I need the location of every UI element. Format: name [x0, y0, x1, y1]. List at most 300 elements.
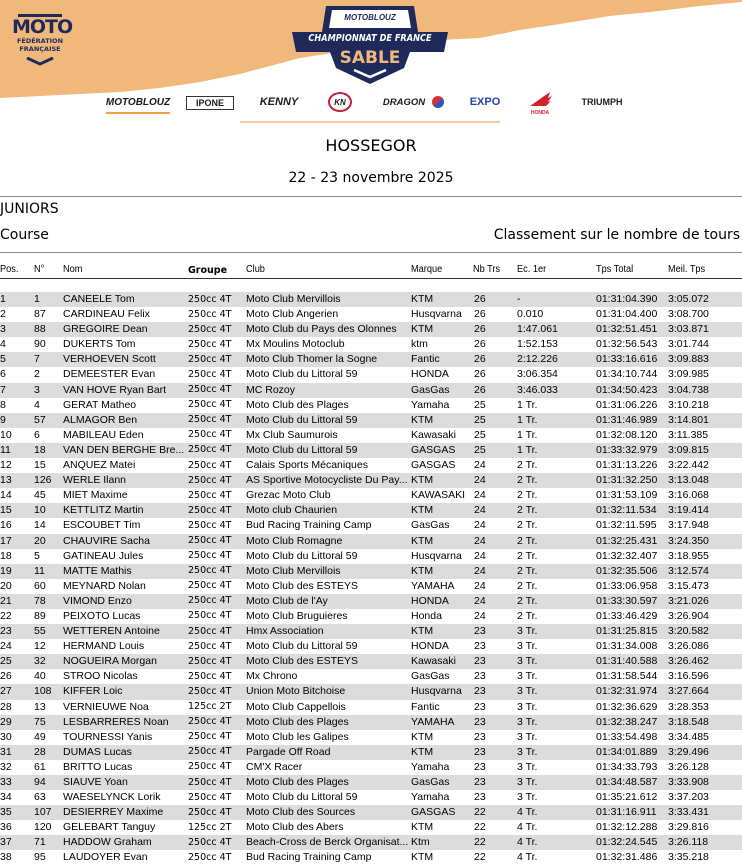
ranking-mode: Classement sur le nombre de tours: [493, 227, 740, 243]
sponsor-kenny: KENNY: [259, 96, 299, 108]
cell-group: 125cc 2T: [188, 701, 232, 713]
cell-gap: 3 Tr.: [517, 700, 538, 713]
cell-best: 3:33.908: [668, 776, 709, 788]
cell-num: 107: [34, 806, 52, 819]
cell-brand: GASGAS: [411, 806, 456, 819]
cell-gap: 4 Tr.: [517, 806, 538, 819]
cell-gap: 0.010: [517, 308, 544, 321]
col-laps: Nb Trs: [473, 264, 501, 275]
cell-brand: YAMAHA: [411, 715, 455, 728]
table-row: [0, 760, 742, 775]
table-row: [0, 684, 742, 699]
table-row: [0, 639, 742, 654]
cell-laps: 23: [474, 791, 486, 804]
cell-brand: Kawasaki: [411, 428, 456, 441]
cell-name: DUKERTS Tom: [63, 338, 136, 351]
cell-best: 3:20.582: [668, 625, 709, 638]
table-row: [0, 624, 742, 639]
cell-gap: 2 Tr.: [517, 609, 538, 622]
cell-best: 3:28.353: [668, 700, 709, 713]
cell-gap: 3 Tr.: [517, 776, 538, 788]
cell-total: 01:33:54.498: [596, 730, 658, 743]
table-row: [0, 488, 742, 503]
cell-num: 45: [34, 489, 46, 502]
cell-group: 250cc 4T: [188, 625, 232, 637]
cell-gap: 3 Tr.: [517, 685, 538, 698]
cell-laps: 25: [474, 443, 486, 456]
table-row: [0, 669, 742, 684]
cell-total: 01:32:56.543: [596, 338, 658, 351]
cell-brand: KTM: [411, 504, 434, 517]
cell-num: 63: [34, 791, 46, 804]
cell-best: 3:04.738: [668, 383, 709, 396]
cell-total: 01:32:38.247: [596, 715, 658, 728]
cell-club: Moto Club des ESTEYS: [246, 655, 359, 668]
cell-pos: 28: [0, 700, 12, 713]
divider-middle: [0, 252, 742, 253]
cell-laps: 22: [474, 806, 486, 819]
cell-name: HADDOW Graham: [63, 836, 152, 849]
cell-brand: GasGas: [411, 776, 450, 788]
cell-name: VERHOEVEN Scott: [63, 353, 156, 366]
table-row: [0, 337, 742, 352]
cell-club: Moto Club du Littoral 59: [246, 413, 358, 426]
table-row: [0, 367, 742, 382]
cell-best: 3:37.203: [668, 791, 709, 804]
table-row: [0, 835, 742, 850]
championship-logo-sable: SABLE: [339, 48, 401, 68]
cell-num: 15: [34, 459, 46, 472]
table-row: [0, 534, 742, 549]
cell-gap: 2:12.226: [517, 353, 558, 366]
cell-gap: 3:46.033: [517, 383, 558, 396]
cell-brand: KTM: [411, 745, 434, 758]
cell-best: 3:35.218: [668, 851, 709, 864]
cell-gap: 4 Tr.: [517, 821, 538, 834]
cell-brand: Yamaha: [411, 760, 450, 773]
federation-logo: [12, 14, 73, 72]
cell-brand: Ktm: [411, 836, 430, 849]
col-name: Nom: [63, 264, 83, 275]
cell-laps: 23: [474, 760, 486, 773]
cell-total: 01:34:50.423: [596, 383, 658, 396]
cell-club: AS Sportive Motocycliste Du Pay...: [246, 474, 408, 487]
cell-group: 250cc 4T: [188, 731, 232, 743]
table-row: [0, 850, 742, 865]
cell-brand: Fantic: [411, 700, 440, 713]
cell-laps: 24: [474, 579, 486, 592]
cell-name: DEMEESTER Evan: [63, 368, 156, 381]
cell-group: 250cc 4T: [188, 459, 232, 471]
cell-club: Mx Moulins Motoclub: [246, 338, 345, 351]
cell-group: 125cc 2T: [188, 821, 232, 833]
cell-group: 250cc 4T: [188, 323, 232, 335]
table-row: [0, 790, 742, 805]
cell-num: 11: [34, 564, 45, 577]
cell-total: 01:34:01.889: [596, 745, 658, 758]
cell-best: 3:10.218: [668, 398, 709, 411]
cell-best: 3:18.548: [668, 715, 709, 728]
cell-pos: 18: [0, 549, 12, 562]
cell-name: VAN HOVE Ryan Bart: [63, 383, 167, 396]
cell-num: 18: [34, 443, 46, 456]
cell-pos: 21: [0, 594, 12, 607]
cell-num: 89: [34, 609, 46, 622]
cell-gap: 2 Tr.: [517, 489, 538, 502]
cell-pos: 19: [0, 564, 12, 577]
cell-laps: 23: [474, 776, 486, 788]
cell-total: 01:31:46.989: [596, 413, 658, 426]
cell-name: WAESELYNCK Lorik: [63, 791, 161, 804]
cell-laps: 22: [474, 836, 486, 849]
cell-total: 01:33:06.958: [596, 579, 658, 592]
session-title: Course: [0, 227, 49, 243]
cell-brand: HONDA: [411, 368, 449, 381]
cell-name: GERAT Matheo: [63, 398, 137, 411]
cell-pos: 35: [0, 806, 12, 819]
table-row: [0, 805, 742, 820]
cell-laps: 23: [474, 685, 486, 698]
cell-num: 61: [34, 760, 46, 773]
cell-laps: 22: [474, 821, 486, 834]
cell-club: CM'X Racer: [246, 760, 303, 773]
cell-num: 49: [34, 730, 46, 743]
cell-group: 250cc 4T: [188, 293, 232, 305]
cell-club: Moto Club les Galipes: [246, 730, 349, 743]
table-row: [0, 322, 742, 337]
cell-group: 250cc 4T: [188, 580, 232, 592]
cell-pos: 6: [0, 368, 6, 381]
cell-best: 3:34.485: [668, 730, 709, 743]
cell-best: 3:18.955: [668, 549, 709, 562]
cell-group: 250cc 4T: [188, 384, 232, 396]
cell-gap: 1 Tr.: [517, 443, 538, 456]
federation-logo-line2: FÉDÉRATION: [16, 37, 64, 45]
cell-num: 78: [34, 594, 46, 607]
cell-num: 32: [34, 655, 46, 668]
table-row: [0, 775, 742, 790]
cell-num: 12: [34, 640, 46, 653]
header-banner: [0, 0, 742, 130]
cell-club: Moto club Chaurien: [246, 504, 338, 517]
cell-name: CARDINEAU Felix: [63, 308, 150, 321]
cell-club: Moto Club du Pays des Olonnes: [246, 323, 397, 336]
cell-total: 01:32:31.974: [596, 685, 658, 698]
cell-club: Mx Club Saumurois: [246, 428, 338, 441]
cell-best: 3:08.700: [668, 308, 709, 321]
cell-num: 75: [34, 715, 46, 728]
table-row: [0, 700, 742, 715]
cell-best: 3:01.744: [668, 338, 709, 351]
cell-name: ANQUEZ Matei: [63, 459, 136, 472]
cell-total: 01:32:36.629: [596, 700, 658, 713]
cell-total: 01:34:10.744: [596, 368, 658, 381]
cell-name: GATINEAU Jules: [63, 549, 144, 562]
col-brand: Marque: [411, 264, 443, 275]
cell-num: 90: [34, 338, 46, 351]
cell-brand: GASGAS: [411, 443, 456, 456]
cell-brand: KTM: [411, 293, 434, 305]
cell-pos: 38: [0, 851, 12, 864]
cell-name: MEYNARD Nolan: [63, 579, 146, 592]
cell-best: 3:16.068: [668, 489, 709, 502]
cell-group: 250cc 4T: [188, 791, 232, 803]
cell-total: 01:34:33.793: [596, 760, 658, 773]
cell-brand: Fantic: [411, 353, 440, 366]
cell-group: 250cc 4T: [188, 746, 232, 758]
table-row: [0, 307, 742, 322]
cell-best: 3:19.414: [668, 504, 709, 517]
cell-group: 250cc 4T: [188, 489, 232, 501]
cell-pos: 31: [0, 745, 12, 758]
cell-total: 01:31:53.109: [596, 489, 658, 502]
cell-gap: 3 Tr.: [517, 670, 538, 683]
cell-num: 57: [34, 413, 46, 426]
cell-total: 01:32:12.288: [596, 821, 658, 834]
col-pos: Pos.: [0, 264, 19, 275]
cell-pos: 3: [0, 323, 6, 336]
cell-name: PEIXOTO Lucas: [63, 609, 141, 622]
cell-best: 3:29.816: [668, 821, 709, 834]
table-row: [0, 730, 742, 745]
cell-laps: 24: [474, 549, 486, 562]
cell-total: 01:32:32.407: [596, 549, 658, 562]
cell-gap: 1:47.061: [517, 323, 558, 336]
cell-num: 120: [34, 821, 52, 834]
cell-best: 3:33.431: [668, 806, 709, 819]
category-title: JUNIORS: [0, 201, 59, 217]
cell-name: VAN DEN BERGHE Bre...: [63, 443, 185, 456]
sponsor-motoblouz: MOTOBLOUZ: [106, 92, 170, 114]
cell-club: Moto Club Mervillois: [246, 293, 341, 305]
cell-brand: KTM: [411, 413, 434, 426]
cell-num: 7: [34, 353, 40, 366]
cell-brand: GasGas: [411, 383, 450, 396]
table-row: [0, 579, 742, 594]
table-row: [0, 413, 742, 428]
cell-best: 3:26.462: [668, 655, 709, 668]
cell-club: Moto Club de l'Ay: [246, 594, 328, 607]
cell-group: 250cc 4T: [188, 761, 232, 773]
cell-total: 01:32:24.545: [596, 836, 658, 849]
cell-num: 20: [34, 534, 46, 547]
cell-total: 01:31:04.390: [596, 293, 658, 305]
cell-club: Moto Club des Abers: [246, 821, 344, 834]
cell-num: 87: [34, 308, 46, 321]
cell-num: 55: [34, 625, 46, 638]
dragon-ball-icon: [432, 96, 444, 108]
cell-brand: KTM: [411, 821, 434, 834]
cell-num: 94: [34, 776, 46, 788]
cell-name: CANEELE Tom: [63, 293, 135, 305]
cell-num: 2: [34, 368, 40, 381]
cell-laps: 26: [474, 353, 486, 366]
cell-total: 01:31:25.815: [596, 625, 658, 638]
federation-chevron-icon: [25, 57, 55, 66]
sponsor-ipone: IPONE: [186, 96, 234, 110]
cell-best: 3:26.118: [668, 836, 709, 849]
cell-gap: 3 Tr.: [517, 715, 538, 728]
cell-gap: 4 Tr.: [517, 836, 538, 849]
cell-brand: GasGas: [411, 519, 450, 532]
cell-total: 01:32:11.534: [596, 504, 657, 517]
cell-laps: 24: [474, 534, 486, 547]
cell-laps: 23: [474, 745, 486, 758]
cell-pos: 17: [0, 534, 12, 547]
cell-group: 250cc 4T: [188, 776, 232, 788]
cell-group: 250cc 4T: [188, 565, 232, 577]
cell-pos: 29: [0, 715, 12, 728]
cell-best: 3:17.948: [668, 519, 709, 532]
cell-brand: Yamaha: [411, 791, 450, 804]
cell-laps: 26: [474, 293, 486, 305]
cell-best: 3:22.442: [668, 459, 709, 472]
cell-pos: 13: [0, 474, 12, 487]
cell-total: 01:31:32.250: [596, 474, 658, 487]
cell-club: Moto Club Angerien: [246, 308, 339, 321]
cell-group: 250cc 4T: [188, 716, 232, 728]
cell-gap: 3 Tr.: [517, 730, 538, 743]
cell-club: MC Rozoy: [246, 383, 296, 396]
cell-name: KIFFER Loic: [63, 685, 123, 698]
table-row: [0, 443, 742, 458]
cell-group: 250cc 4T: [188, 353, 232, 365]
cell-group: 250cc 4T: [188, 399, 232, 411]
table-row: [0, 383, 742, 398]
cell-name: MABILEAU Eden: [63, 428, 144, 441]
cell-best: 3:09.985: [668, 368, 709, 381]
cell-club: Moto Club du Littoral 59: [246, 640, 358, 653]
cell-brand: Yamaha: [411, 398, 450, 411]
cell-laps: 23: [474, 655, 486, 668]
cell-num: 5: [34, 549, 40, 562]
cell-best: 3:05.072: [668, 293, 709, 305]
sponsor-honda: HONDA: [530, 110, 550, 116]
cell-num: 60: [34, 579, 46, 592]
cell-gap: 2 Tr.: [517, 564, 538, 577]
cell-laps: 26: [474, 338, 486, 351]
cell-pos: 22: [0, 609, 12, 622]
cell-num: 40: [34, 670, 46, 683]
cell-club: Moto Club du Littoral 59: [246, 549, 358, 562]
cell-gap: 3 Tr.: [517, 791, 538, 804]
cell-gap: 3 Tr.: [517, 745, 538, 758]
table-row: [0, 549, 742, 564]
cell-club: Hmx Association: [246, 625, 324, 638]
cell-num: 3: [34, 383, 40, 396]
cell-brand: Honda: [411, 609, 442, 622]
cell-num: 14: [34, 519, 46, 532]
cell-brand: ktm: [411, 338, 428, 351]
table-row: [0, 352, 742, 367]
cell-club: Mx Chrono: [246, 670, 298, 683]
championship-logo-title: CHAMPIONNAT DE FRANCE: [308, 33, 432, 44]
cell-laps: 23: [474, 640, 486, 653]
cell-pos: 2: [0, 308, 6, 321]
cell-club: Grezac Moto Club: [246, 489, 331, 502]
cell-pos: 11: [0, 443, 11, 456]
cell-num: 95: [34, 851, 46, 864]
cell-num: 13: [34, 700, 46, 713]
cell-brand: HONDA: [411, 594, 449, 607]
federation-logo-moto: MOTO: [12, 16, 73, 38]
col-gap: Ec. 1er: [517, 264, 547, 275]
cell-name: HERMAND Louis: [63, 640, 145, 653]
cell-total: 01:31:16.911: [596, 806, 657, 819]
cell-num: 88: [34, 323, 46, 336]
cell-gap: 2 Tr.: [517, 594, 538, 607]
table-row: [0, 820, 742, 835]
cell-brand: KTM: [411, 323, 434, 336]
cell-laps: 26: [474, 323, 486, 336]
cell-total: 01:32:51.451: [596, 323, 658, 336]
cell-club: Moto Club Cappellois: [246, 700, 346, 713]
cell-best: 3:14.801: [668, 413, 709, 426]
cell-group: 250cc 4T: [188, 655, 232, 667]
cell-name: LAUDOYER Evan: [63, 851, 148, 864]
cell-laps: 23: [474, 625, 486, 638]
cell-pos: 14: [0, 489, 12, 502]
cell-num: 6: [34, 428, 40, 441]
championship-logo: [288, 4, 452, 86]
cell-brand: GASGAS: [411, 459, 456, 472]
cell-club: Moto Club des Plages: [246, 776, 349, 788]
cell-num: 108: [34, 685, 52, 698]
table-row: [0, 745, 742, 760]
cell-club: Bud Racing Training Camp: [246, 851, 372, 864]
cell-laps: 22: [474, 851, 486, 864]
cell-gap: 2 Tr.: [517, 504, 538, 517]
cell-total: 01:31:34.008: [596, 640, 658, 653]
cell-num: 28: [34, 745, 46, 758]
cell-laps: 25: [474, 428, 486, 441]
cell-club: Union Moto Bitchoise: [246, 685, 346, 698]
table-row: [0, 503, 742, 518]
col-best: Meil. Tps: [668, 264, 706, 275]
table-row: [0, 654, 742, 669]
cell-total: 01:32:25.431: [596, 534, 658, 547]
cell-name: DUMAS Lucas: [63, 745, 132, 758]
cell-best: 3:15.473: [668, 579, 709, 592]
table-row: [0, 292, 742, 307]
cell-pos: 7: [0, 383, 6, 396]
cell-best: 3:09.883: [668, 353, 709, 366]
cell-laps: 24: [474, 489, 486, 502]
cell-club: Moto Club du Littoral 59: [246, 791, 358, 804]
results-table-body: [0, 292, 742, 866]
cell-club: Moto Club Bruguieres: [246, 609, 348, 622]
cell-name: CHAUVIRE Sacha: [63, 534, 150, 547]
cell-group: 250cc 4T: [188, 444, 232, 456]
cell-laps: 26: [474, 368, 486, 381]
cell-name: MATTE Mathis: [63, 564, 132, 577]
col-total: Tps Total: [596, 264, 634, 275]
cell-best: 3:24.350: [668, 534, 709, 547]
cell-club: Moto Club du Littoral 59: [246, 368, 358, 381]
cell-pos: 20: [0, 579, 12, 592]
cell-brand: Husqvarna: [411, 685, 462, 698]
federation-logo-line3: FRANÇAISE: [19, 45, 61, 53]
cell-total: 01:32:31.486: [596, 851, 658, 864]
cell-gap: 2 Tr.: [517, 519, 538, 532]
cell-laps: 24: [474, 594, 486, 607]
cell-club: Moto Club des Sources: [246, 806, 356, 819]
cell-name: LESBARRERES Noan: [63, 715, 169, 728]
cell-brand: KTM: [411, 851, 434, 864]
col-club: Club: [246, 264, 265, 275]
cell-name: VERNIEUWE Noa: [63, 700, 149, 713]
cell-club: Moto Club Thomer la Sogne: [246, 353, 378, 366]
